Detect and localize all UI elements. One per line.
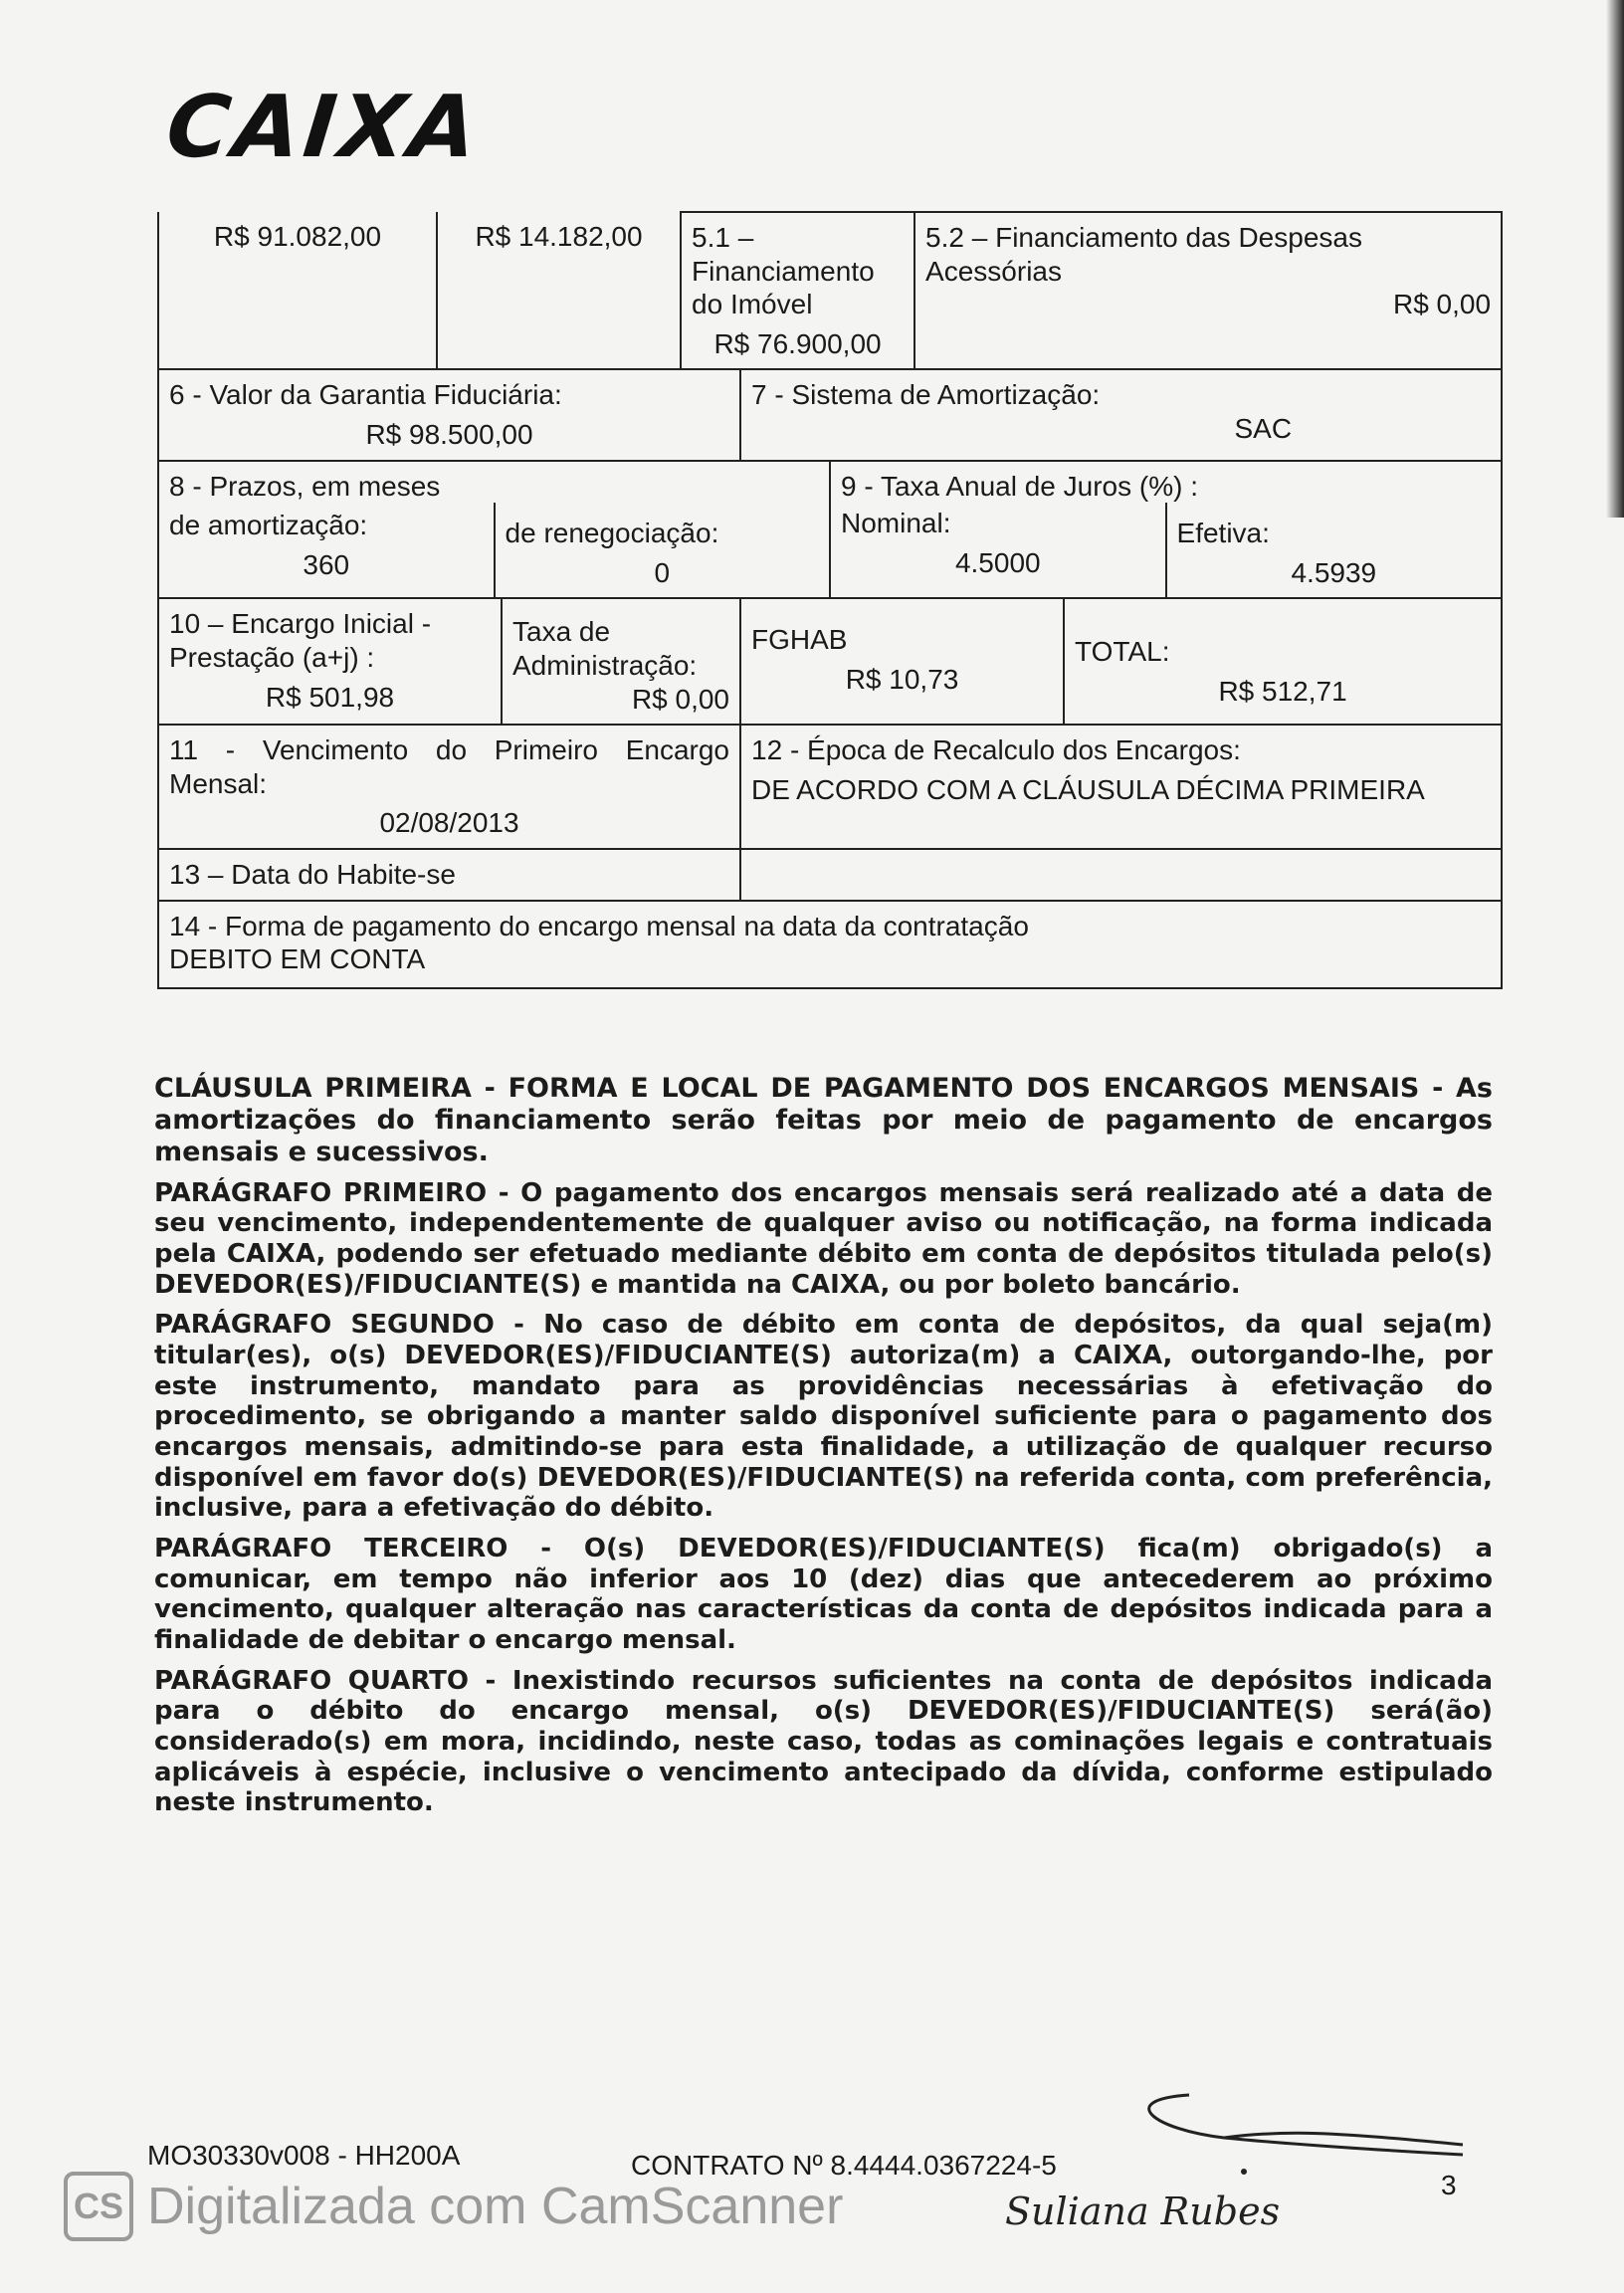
caixa-logo: CAIXA xyxy=(161,78,486,177)
table-row xyxy=(158,901,1502,988)
field-value: R$ 98.500,00 xyxy=(365,418,533,450)
watermark-text: Digitalizada com CamScanner xyxy=(147,2178,844,2235)
field-value: DEBITO EM CONTA xyxy=(169,943,426,975)
handwritten-signature: Suliana Rubes xyxy=(1005,2189,1281,2233)
field-value: SAC xyxy=(1234,412,1293,444)
field-label: Taxa de Administração: xyxy=(512,616,698,681)
contract-number: CONTRATO Nº 8.4444.0367224-5 xyxy=(631,2150,1057,2181)
contract-data-table xyxy=(157,211,1503,989)
field-label: 12 - Época de Recalculo dos Encargos: xyxy=(751,734,1241,766)
field-value: R$ 501,98 xyxy=(265,681,395,713)
field-label: 8 - Prazos, em meses xyxy=(169,470,441,502)
amortization-term xyxy=(159,503,494,597)
field-label: 9 - Taxa Anual de Juros (%) : xyxy=(841,470,1199,502)
field-label: Nominal: xyxy=(841,508,951,539)
field-value: R$ 0,00 xyxy=(631,683,730,715)
table-row xyxy=(158,598,1502,725)
signature-flourish xyxy=(995,2090,1493,2199)
field-label: 6 - Valor da Garantia Fiduciária: xyxy=(169,379,562,411)
table-row xyxy=(158,212,1502,369)
page-edge xyxy=(1606,0,1624,518)
field-13 xyxy=(158,849,740,901)
field-label: 7 - Sistema de Amortização: xyxy=(751,379,1101,411)
field-11 xyxy=(158,725,740,849)
field-value: DE ACORDO COM A CLÁUSULA DÉCIMA PRIMEIRA xyxy=(751,773,1425,805)
field-label: 14 - Forma de pagamento do encargo mensal na data da contratação xyxy=(169,910,1029,941)
field-label: TOTAL: xyxy=(1075,636,1170,668)
field-12 xyxy=(740,725,1502,849)
camscanner-icon: CS xyxy=(64,2172,133,2241)
total xyxy=(1064,598,1502,725)
field-value: R$ 512,71 xyxy=(1218,675,1347,707)
table-cell xyxy=(158,212,437,369)
table-row xyxy=(158,461,1502,599)
field-value: 4.5000 xyxy=(954,546,1041,578)
field-5-1 xyxy=(681,212,914,369)
field-5-2 xyxy=(914,212,1502,369)
field-label: 13 – Data do Habite-se xyxy=(169,858,456,890)
field-10 xyxy=(158,598,502,725)
paragraph-third: PARÁGRAFO TERCEIRO - O(s) DEVEDOR(ES)/FIDUCIANTE(S) fica(m) obrigado(s) a comunicar, em tempo não inferior aos 10 (dez) dias que antecederem ao próximo vencimento, qualquer alteração nas características da conta de depósitos indicada para a finalidade de debitar o encargo mensal. xyxy=(154,1533,1493,1655)
field-6 xyxy=(158,369,740,460)
field-label: FGHAB xyxy=(751,624,848,656)
table-row xyxy=(158,725,1502,849)
field-label: Efetiva: xyxy=(1176,518,1270,549)
field-value: 360 xyxy=(303,548,350,580)
field-label: 5.1 – Financiamento do Imóvel xyxy=(692,222,875,320)
camscanner-watermark xyxy=(64,2172,843,2241)
renegotiation-term xyxy=(494,503,830,597)
paragraph-second: PARÁGRAFO SEGUNDO - No caso de débito em conta de depósitos, da qual seja(m) titular(es), o(s) DEVEDOR(ES)/FIDUCIANTE(S) autoriza(m) a CAIXA, outorgando-lhe, por este instrumento, mandato para as providências necessárias à efetivação do procedimento, se obrigando a manter saldo disponível suficiente para o pagamento dos encargos mensais, admitindo-se para esta finalidade, a utilização de qualquer recurso disponível em favor do(s) DEVEDOR(ES)/FIDUCIANTE(S) na referida conta, com preferência, inclusive, para a efetivação do débito. xyxy=(154,1310,1493,1524)
field-label: 11 - Vencimento do Primeiro Encargo Mensal: xyxy=(169,734,730,799)
field-value: R$ 10,73 xyxy=(845,663,959,695)
paragraph-fourth: PARÁGRAFO QUARTO - Inexistindo recursos suficientes na conta de depósitos indicada para o débito do encargo mensal, o(s) DEVEDOR(ES)/FIDUCIANTE(S) será(ão) considerado(s) em mora, incidindo, neste caso, todas as cominações legais e contratuais aplicáveis à espécie, inclusive o vencimento antecipado da dívida, conforme estipulado neste instrumento. xyxy=(154,1665,1493,1818)
clause-first: CLÁUSULA PRIMEIRA - FORMA E LOCAL DE PAGAMENTO DOS ENCARGOS MENSAIS - As amortizações do financiamento serão feitas por meio de pagamento de encargos mensais e sucessivos. xyxy=(154,1073,1493,1167)
table-row xyxy=(158,369,1502,460)
form-code: MO30330v008 - HH200A xyxy=(147,2140,461,2171)
value-text: R$ 91.082,00 xyxy=(213,221,382,252)
nominal-rate xyxy=(831,503,1165,597)
field-7 xyxy=(740,369,1502,460)
field-label: de renegociação: xyxy=(505,518,719,549)
table-cell xyxy=(437,212,681,369)
page-number: 3 xyxy=(1441,2170,1457,2200)
field-14 xyxy=(158,901,1502,988)
field-label: Prestação (a+j) : xyxy=(169,641,375,673)
field-value: R$ 76.900,00 xyxy=(713,327,882,359)
field-label: de amortização: xyxy=(169,510,368,541)
field-value: 0 xyxy=(654,556,671,588)
value-text: R$ 14.182,00 xyxy=(475,221,643,252)
field-value: R$ 0,00 xyxy=(1392,289,1492,320)
table-row xyxy=(158,849,1502,901)
field-label: 5.2 – Financiamento das Despesas Acessórias xyxy=(925,222,1362,287)
admin-fee xyxy=(502,598,740,725)
field-8 xyxy=(158,461,830,599)
field-value: 4.5939 xyxy=(1291,556,1377,588)
fghab xyxy=(740,598,1064,725)
field-label: 10 – Encargo Inicial - xyxy=(169,608,432,640)
paragraph-first: PARÁGRAFO PRIMEIRO - O pagamento dos encargos mensais será realizado até a data de seu vencimento, independentemente de qualquer aviso ou notificação, na forma indicada pela CAIXA, podendo ser efetuado mediante débito em conta de depósitos titulada pelo(s) DEVEDOR(ES)/FIDUCIANTE(S) e mantida na CAIXA, ou por boleto bancário. xyxy=(154,1177,1493,1300)
field-9 xyxy=(830,461,1502,599)
field-value: 02/08/2013 xyxy=(379,807,519,839)
contract-clauses xyxy=(154,1073,1493,1828)
effective-rate xyxy=(1165,503,1502,597)
field-13-value xyxy=(740,849,1502,901)
